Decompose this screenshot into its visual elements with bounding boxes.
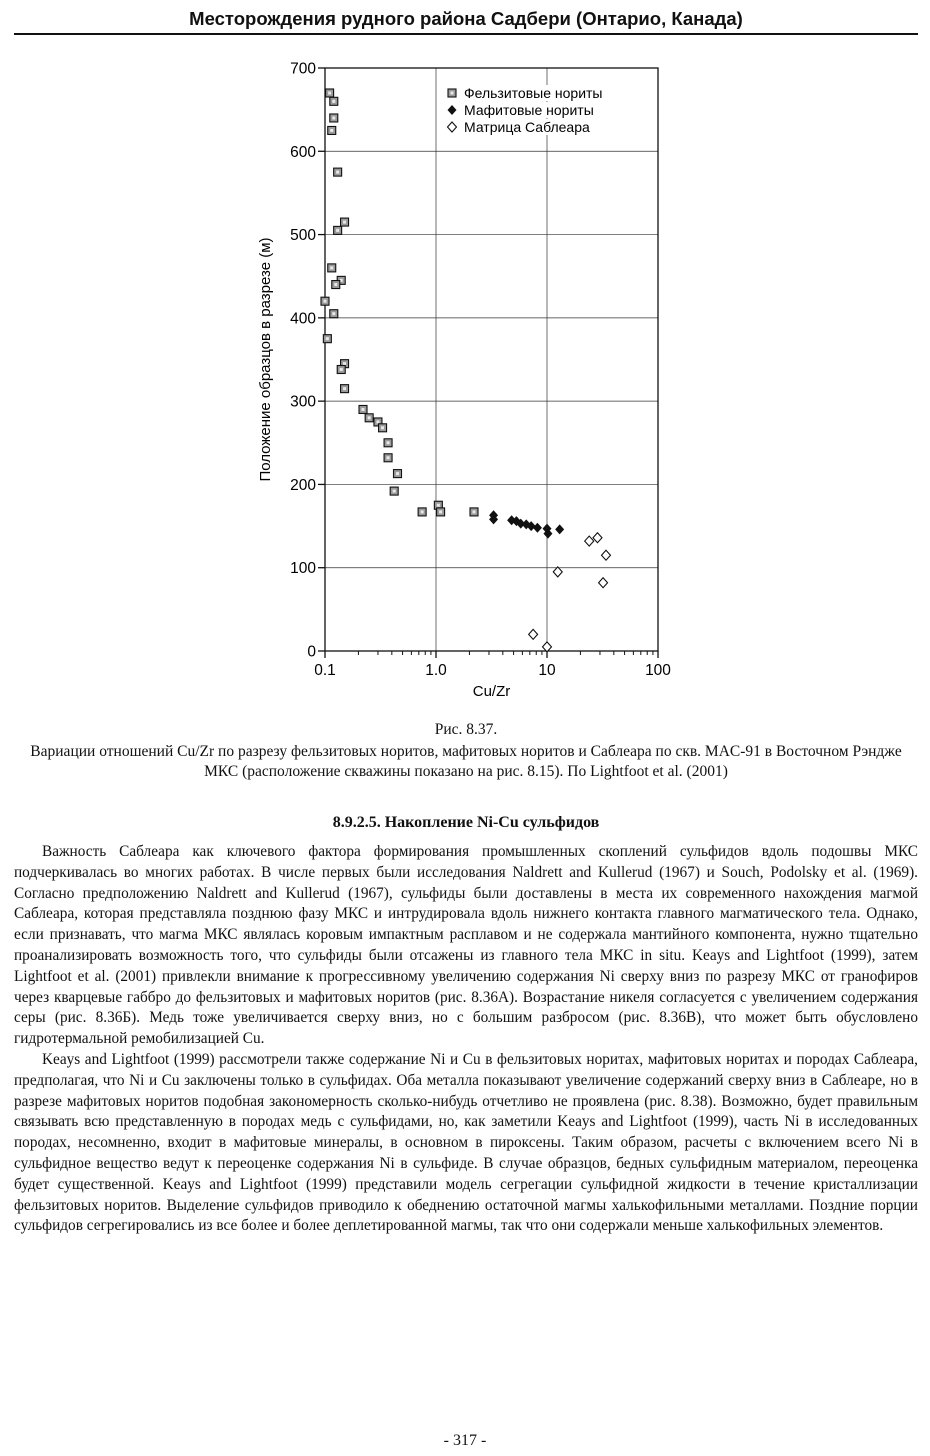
felsic-norite-point-core [332,100,335,103]
mafic-norite-point [533,523,542,533]
paragraph: Важность Саблеара как ключевого фактора формирования промышленных скоплений сульфидов вдоль подошвы МКС подчеркивалась во многих работах. В числе первых были исследования Naldrett and Kullerud (1967) и Souch, Podolsky et al. (1969). Согласно предположению Naldrett and Kullerud (1967), сульфиды были доставлены в места их современного нахождения магмой Саблеара, которая представляла позднюю фазу МКС и интрудировала вдоль нижнего контакта главного магматического тела. Однако, если признавать, что магма МКС являлась коровым импактным расплавом и не содержала мантийного компонента, нужно тщательно проанализировать возможность того, что сульфиды были отсажены из главного тела МКС in situ. Keays and Lightfoot (1999), затем Lightfoot et al. (2001) привлекли внимание к прогрессивному увеличению содержания Ni сверху вниз по разрезу МКС от гранофиров через кварцевые габбро до фельзитовых и мафитовых норитов (рис. 8.36А). Возрастание никеля согласуется с увеличением содержания серы (рис. 8.36Б). Медь тоже увеличивается сверху вниз, но с большим разбросом (рис. 8.36В), что может быть обусловлено гидротермальной ремобилизацией Cu. [14,843,918,1048]
paragraph: Keays and Lightfoot (1999) рассмотрели также содержание Ni и Cu в фельзитовых норитах, мафитовых норитах и породах Саблеара, предполагая, что Ni и Cu заключены только в сульфидах. Оба металла показывают увеличение содержаний сверху вниз в Саблеаре, но в разрезе мафитовых норитов подобная закономерность сколько-нибудь отчетливо не проявлена (рис. 8.38). Возможно, будет правильным связывать всю представленную в породах медь с сульфидами, но, как заметили Keays and Lightfoot (1999), часть Ni в исследованных породах, несомненно, входит в мафитовые минералы, в основном в пироксены. Таким образом, расчеты с включением всего Ni в сульфидное вещество ведут к переоценке содержания Ni в сульфиде. В случае образцов, бедных сульфидным материалом, переоценка будет существенной. Keays and Lightfoot (1999) представили модель сегрегации сульфидной жидкости в течение кристаллизации фельзитовых норитов. Выделение сульфидов приводило к обеднению остаточной магмы халькофильными металлами. Поздние порции сульфидов сегрегировались из все более и более деплетированной магмы, так что они содержали меньше халькофильных элементов. [14,1050,918,1235]
sublayer-matrix-point [593,533,602,543]
body-text [14,842,918,1237]
sublayer-matrix-point [529,629,538,639]
y-tick-label: 0 [307,643,316,661]
felsic-norite-point-core [376,420,379,423]
plot-frame [325,68,658,651]
felsic-norite-point-core [330,129,333,132]
figure-caption: Вариации отношений Cu/Zr по разрезу фельзитовых норитов, мафитовых норитов и Саблеара по скв. MAC-91 в Восточном Рэндже МКС (расположение скважины показано на рис. 8.15). По Lightfoot et al. (2001) [30,743,902,780]
sublayer-matrix-point [585,536,594,546]
felsic-norite-point-core [396,472,399,475]
felsic-norite-point-core [334,283,337,286]
felsic-norite-point-core [332,312,335,315]
felsic-norite-point-core [437,504,440,507]
felsic-norite-point-core [393,490,396,493]
sublayer-matrix-point [543,642,552,652]
x-tick-label: 10 [538,662,556,679]
legend-label: Матрица Саблеара [464,119,590,135]
felsic-norite-point-core [340,368,343,371]
felsic-norite-point-core [439,510,442,513]
felsic-norite-point-core [326,337,329,340]
mafic-norite-point [555,524,564,534]
x-axis-label: Cu/Zr [472,683,511,700]
felsic-norite-point-core [336,171,339,174]
felsic-norite-point-core [387,456,390,459]
y-tick-label: 200 [290,476,316,494]
legend-label: Фельзитовые нориты [464,85,603,101]
figure-number: Рис. 8.37. [434,721,498,738]
y-tick-label: 600 [290,143,316,161]
legend-label: Мафитовые нориты [464,102,594,118]
sublayer-matrix-point [553,567,562,577]
y-axis-label: Положение образцов в разрезе (м) [257,237,274,482]
felsic-norite-point-core [473,510,476,513]
y-tick-label: 700 [290,60,316,78]
section-title: 8.9.2.5. Накопление Ni-Cu сульфидов [332,814,600,831]
chart-legend [442,85,642,135]
felsic-norite-point-core [368,416,371,419]
felsic-norite-point-core [387,441,390,444]
felsic-norite-point-core [336,229,339,232]
y-tick-label: 500 [290,227,316,245]
x-tick-label: 1.0 [425,662,447,679]
running-header: Месторождения рудного района Садбери (Онтарио, Канада) [189,8,743,29]
felsic-norite-point-core [332,116,335,119]
felsic-norite-point-core [362,408,365,411]
cu-zr-scatter-chart [0,40,930,710]
header-rule [14,33,918,35]
felsic-norite-point-core [381,426,384,429]
y-tick-label: 300 [290,393,316,411]
felsic-norite-point-core [328,91,331,94]
y-tick-label: 400 [290,310,316,328]
x-tick-label: 0.1 [314,662,336,679]
felsic-norite-point-core [330,266,333,269]
sublayer-matrix-point [601,550,610,560]
sublayer-matrix-point [599,578,608,588]
chart-axes [290,61,671,680]
x-tick-label: 100 [645,662,671,679]
chart-grid [325,68,658,651]
felsic-norite-point-core [343,221,346,224]
felsic-norite-point-core [343,362,346,365]
page-number: - 317 - [443,1432,487,1449]
felsic-norite-point-core [324,300,327,303]
felsic-norite-point-core [343,387,346,390]
felsic-norite-point-core [451,92,454,95]
y-tick-label: 100 [290,560,316,578]
felsic-norite-point-core [421,510,424,513]
